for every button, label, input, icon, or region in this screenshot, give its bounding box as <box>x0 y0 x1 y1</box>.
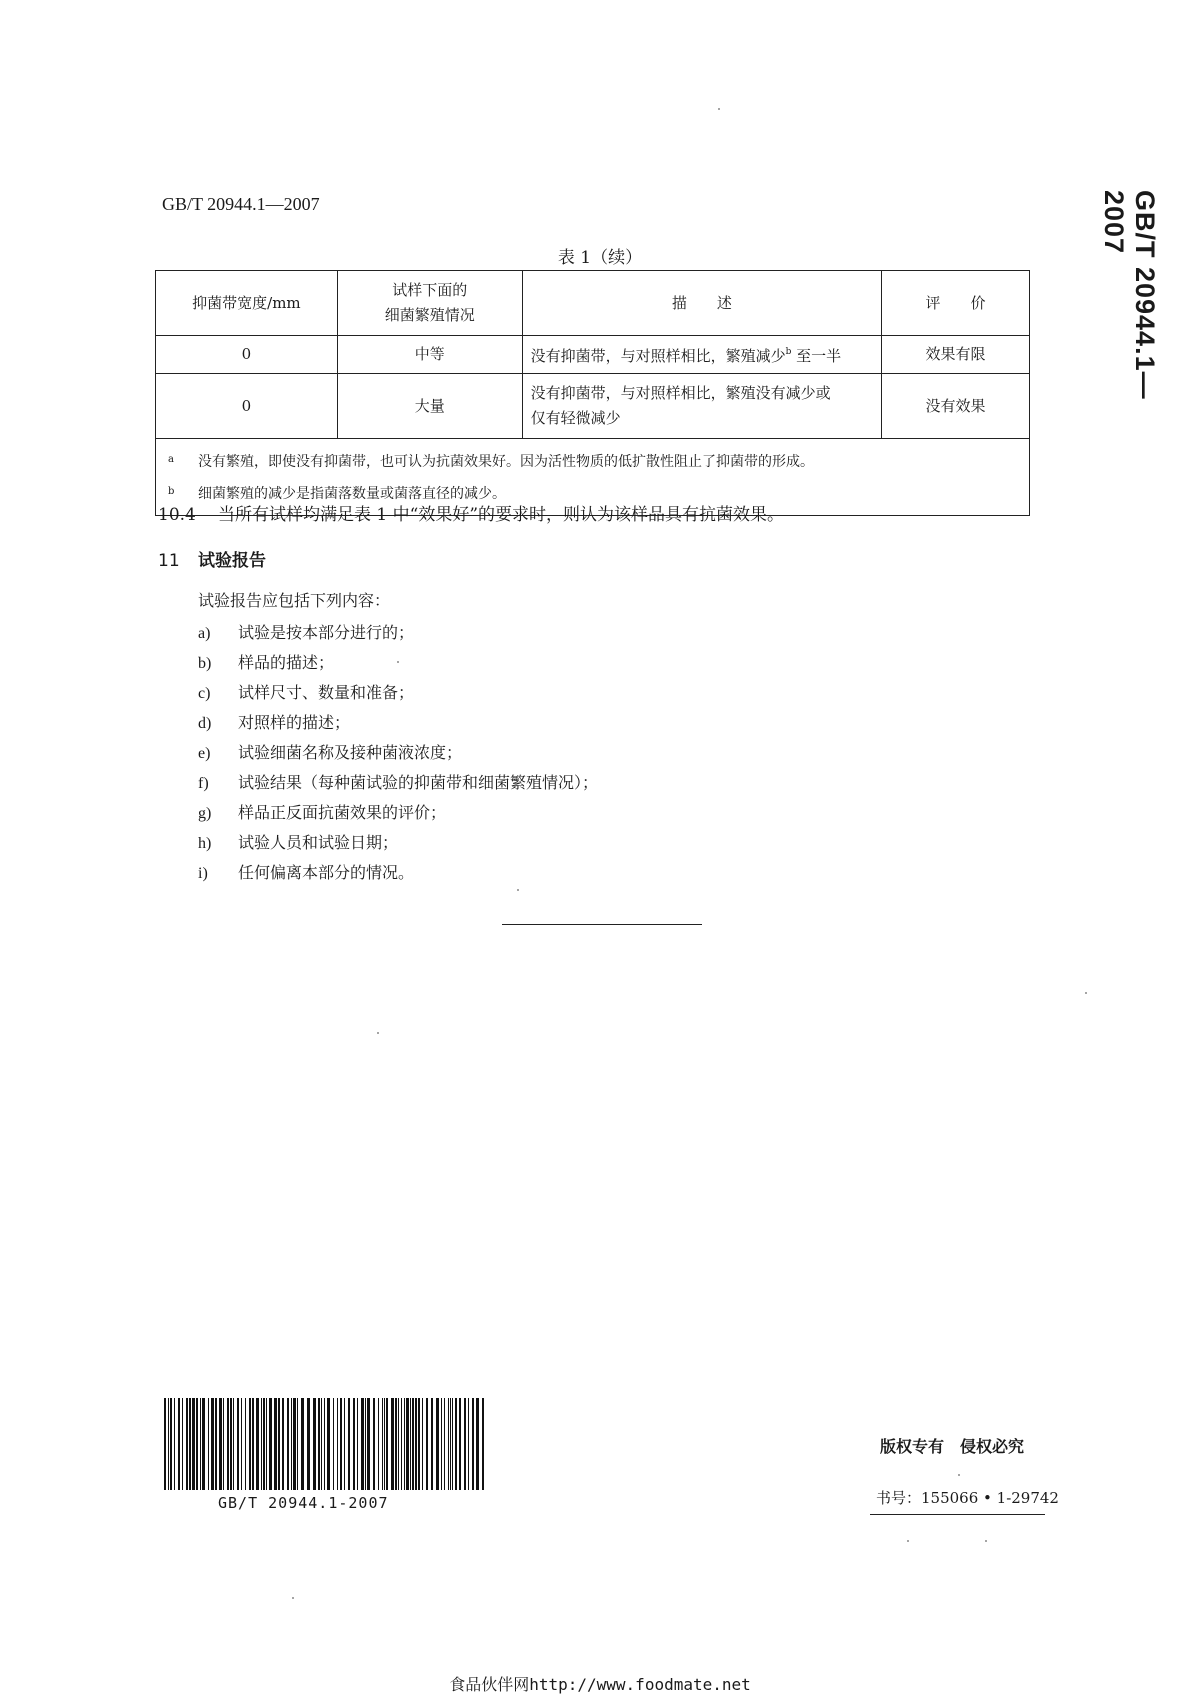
item-marker: e) <box>198 745 211 762</box>
side-doc-code: GB/T 20944.1—2007 <box>1099 190 1160 400</box>
report-items-list <box>198 618 598 888</box>
item-text: 试验人员和试验日期； <box>238 833 399 852</box>
barcode-bar <box>384 1398 385 1490</box>
barcode-bar <box>263 1398 265 1490</box>
header-description: 描 述 <box>522 271 882 336</box>
barcode-bar <box>269 1398 272 1490</box>
cell-zone-width: 0 <box>156 374 338 439</box>
barcode-bar <box>327 1398 330 1490</box>
cell-evaluation: 效果有限 <box>882 336 1030 374</box>
barcode-bar <box>164 1398 166 1490</box>
barcode-bar <box>186 1398 188 1490</box>
barcode-bar <box>431 1398 433 1490</box>
barcode-bar <box>189 1398 191 1490</box>
item-marker: b) <box>198 655 212 672</box>
barcode-bar <box>395 1398 397 1490</box>
note-text: 没有繁殖，即使没有抑菌带，也可认为抗菌效果好。因为活性物质的低扩散性阻止了抑菌带的形成。 <box>198 454 814 470</box>
header-doc-code: GB/T 20944.1—2007 <box>162 194 320 214</box>
barcode-bar <box>261 1398 262 1490</box>
cell-zone-width: 0 <box>156 336 338 374</box>
barcode-bar <box>202 1398 205 1490</box>
barcode-bar <box>196 1398 198 1490</box>
item-text: 样品正反面抗菌效果的评价； <box>238 803 447 822</box>
barcode-bar <box>365 1398 366 1490</box>
barcode-bar <box>412 1398 414 1490</box>
item-text: 试样尺寸、数量和准备； <box>238 683 415 702</box>
barcode-bar <box>455 1398 457 1490</box>
barcode-bar <box>340 1398 342 1490</box>
barcode-bar <box>293 1398 296 1490</box>
barcode-bar <box>444 1398 445 1490</box>
item-text: 对照样的描述； <box>238 713 351 732</box>
barcode-bar <box>252 1398 254 1490</box>
barcode-bar <box>333 1398 334 1490</box>
book-number-rule <box>870 1514 1045 1515</box>
barcode-bar <box>318 1398 320 1490</box>
clause-number: 10.4 <box>158 505 196 525</box>
barcode-bar <box>182 1398 183 1490</box>
barcode-bar <box>208 1398 209 1490</box>
list-item <box>198 648 598 678</box>
item-text: 试验细菌名称及接种菌液浓度； <box>238 743 463 762</box>
desc-line1: 没有抑菌带，与对照样相比，繁殖没有减少或 <box>530 384 831 402</box>
section-11-heading <box>158 546 266 571</box>
barcode-bar <box>382 1398 383 1490</box>
item-marker: c) <box>198 685 211 702</box>
barcode-bar <box>237 1398 239 1490</box>
scan-speck <box>397 661 399 663</box>
barcode-bar <box>386 1398 388 1490</box>
barcode-bar <box>436 1398 439 1490</box>
barcode-bar <box>313 1398 316 1490</box>
table-row <box>156 374 1030 439</box>
barcode-bar <box>406 1398 409 1490</box>
barcode-bar <box>401 1398 402 1490</box>
barcode-bar <box>241 1398 242 1490</box>
header-growth <box>337 271 522 336</box>
desc-text: 没有抑菌带，与对照样相比，繁殖减少 <box>530 347 786 365</box>
scan-speck <box>517 889 519 891</box>
barcode-bar <box>418 1398 420 1490</box>
barcode-bar <box>448 1398 449 1490</box>
barcode <box>162 1398 487 1490</box>
barcode-bar <box>249 1398 251 1490</box>
list-item <box>198 678 598 708</box>
item-marker: d) <box>198 715 212 732</box>
barcode-bar <box>200 1398 201 1490</box>
cell-description <box>522 374 882 439</box>
list-item <box>198 828 598 858</box>
footer-watermark: 食品伙伴网http://www.foodmate.net <box>449 1675 751 1694</box>
note-mark: b <box>168 486 175 497</box>
table-title: 表 1（续） <box>557 248 643 268</box>
item-text: 任何偏离本部分的情况。 <box>238 863 415 882</box>
item-marker: f) <box>198 775 209 792</box>
barcode-bar <box>307 1398 310 1490</box>
barcode-bar <box>459 1398 461 1490</box>
item-text: 样品的描述； <box>238 653 335 672</box>
note-mark: a <box>168 454 174 465</box>
barcode-bar <box>211 1398 214 1490</box>
header-growth-line2: 细菌繁殖情况 <box>384 306 475 324</box>
barcode-bar <box>287 1398 289 1490</box>
scan-speck <box>1085 992 1087 994</box>
section-title: 试验报告 <box>198 551 266 571</box>
barcode-bar <box>219 1398 222 1490</box>
list-item <box>198 618 598 648</box>
barcode-bar <box>378 1398 379 1490</box>
barcode-bar <box>230 1398 232 1490</box>
barcode-bar <box>415 1398 417 1490</box>
barcode-bar <box>468 1398 469 1490</box>
item-marker: a) <box>198 625 211 642</box>
footnote-ref: b <box>785 347 792 357</box>
barcode-bar <box>426 1398 428 1490</box>
section-number: 11 <box>158 551 180 571</box>
header-growth-line1: 试样下面的 <box>392 281 468 299</box>
barcode-bar <box>476 1398 479 1490</box>
section-intro: 试验报告应包括下列内容： <box>198 591 391 610</box>
barcode-bar <box>266 1398 267 1490</box>
cell-description <box>522 336 882 374</box>
list-item <box>198 858 598 888</box>
scan-speck <box>958 1474 960 1476</box>
barcode-bar <box>452 1398 453 1490</box>
desc-line2: 仅有轻微减少 <box>530 409 621 427</box>
barcode-bar <box>450 1398 451 1490</box>
item-text: 试验是按本部分进行的； <box>238 623 415 642</box>
barcode-bar <box>321 1398 322 1490</box>
cell-growth: 大量 <box>337 374 522 439</box>
table-row <box>156 336 1030 374</box>
barcode-bar <box>291 1398 292 1490</box>
list-item <box>198 768 598 798</box>
barcode-bar <box>192 1398 195 1490</box>
barcode-bar <box>422 1398 423 1490</box>
barcode-bar <box>472 1398 474 1490</box>
barcode-bar <box>337 1398 338 1490</box>
copyright-notice: 版权专有 侵权必究 <box>880 1437 1025 1456</box>
list-item <box>198 738 598 768</box>
cell-growth: 中等 <box>337 336 522 374</box>
barcode-bar <box>441 1398 442 1490</box>
scan-speck <box>292 1597 294 1599</box>
cell-evaluation: 没有效果 <box>882 374 1030 439</box>
clause-text: 当所有试样均满足表 1 中“效果好”的要求时，则认为该样品具有抗菌效果。 <box>218 505 785 525</box>
barcode-bar <box>278 1398 280 1490</box>
desc-text-end: 至一半 <box>791 347 842 365</box>
scan-speck <box>377 1032 379 1034</box>
barcode-bar <box>223 1398 224 1490</box>
barcode-bar <box>178 1398 180 1490</box>
header-zone-width: 抑菌带宽度/mm <box>156 271 338 336</box>
barcode-bar <box>245 1398 246 1490</box>
item-text: 试验结果（每种菌试验的抑菌带和细菌繁殖情况）； <box>238 773 599 792</box>
barcode-bar <box>215 1398 217 1490</box>
results-table <box>155 270 1030 516</box>
note-text: 细菌繁殖的减少是指菌落数量或菌落直径的减少。 <box>198 486 506 502</box>
barcode-bar <box>297 1398 298 1490</box>
barcode-bar <box>361 1398 364 1490</box>
scan-speck <box>718 108 720 110</box>
barcode-bar <box>367 1398 370 1490</box>
barcode-bar <box>344 1398 345 1490</box>
barcode-bar <box>410 1398 411 1490</box>
barcode-bar <box>227 1398 229 1490</box>
barcode-bar <box>357 1398 358 1490</box>
clause-10-4 <box>158 500 784 525</box>
item-marker: g) <box>198 805 212 822</box>
item-marker: i) <box>198 865 208 882</box>
barcode-bar <box>404 1398 405 1490</box>
barcode-bar <box>482 1398 484 1490</box>
barcode-bar <box>170 1398 172 1490</box>
item-marker: h) <box>198 835 212 852</box>
barcode-bar <box>398 1398 399 1490</box>
end-rule <box>502 924 702 925</box>
barcode-bar <box>373 1398 375 1490</box>
table-header-row <box>156 271 1030 336</box>
barcode-bar <box>464 1398 466 1490</box>
book-number: 书号：155066 • 1-29742 <box>876 1489 1059 1507</box>
barcode-bar <box>274 1398 277 1490</box>
barcode-label: GB/T 20944.1-2007 <box>218 1494 389 1512</box>
barcode-bar <box>174 1398 175 1490</box>
list-item <box>198 708 598 738</box>
scan-speck <box>907 1540 909 1542</box>
barcode-bar <box>282 1398 284 1490</box>
header-evaluation: 评 价 <box>882 271 1030 336</box>
barcode-bar <box>391 1398 394 1490</box>
list-item <box>198 798 598 828</box>
barcode-bar <box>256 1398 259 1490</box>
barcode-bar <box>168 1398 169 1490</box>
scan-speck <box>985 1540 987 1542</box>
barcode-bar <box>353 1398 355 1490</box>
barcode-bar <box>348 1398 350 1490</box>
table-note <box>168 445 1017 477</box>
barcode-bar <box>233 1398 234 1490</box>
barcode-bar <box>301 1398 304 1490</box>
barcode-bar <box>324 1398 325 1490</box>
